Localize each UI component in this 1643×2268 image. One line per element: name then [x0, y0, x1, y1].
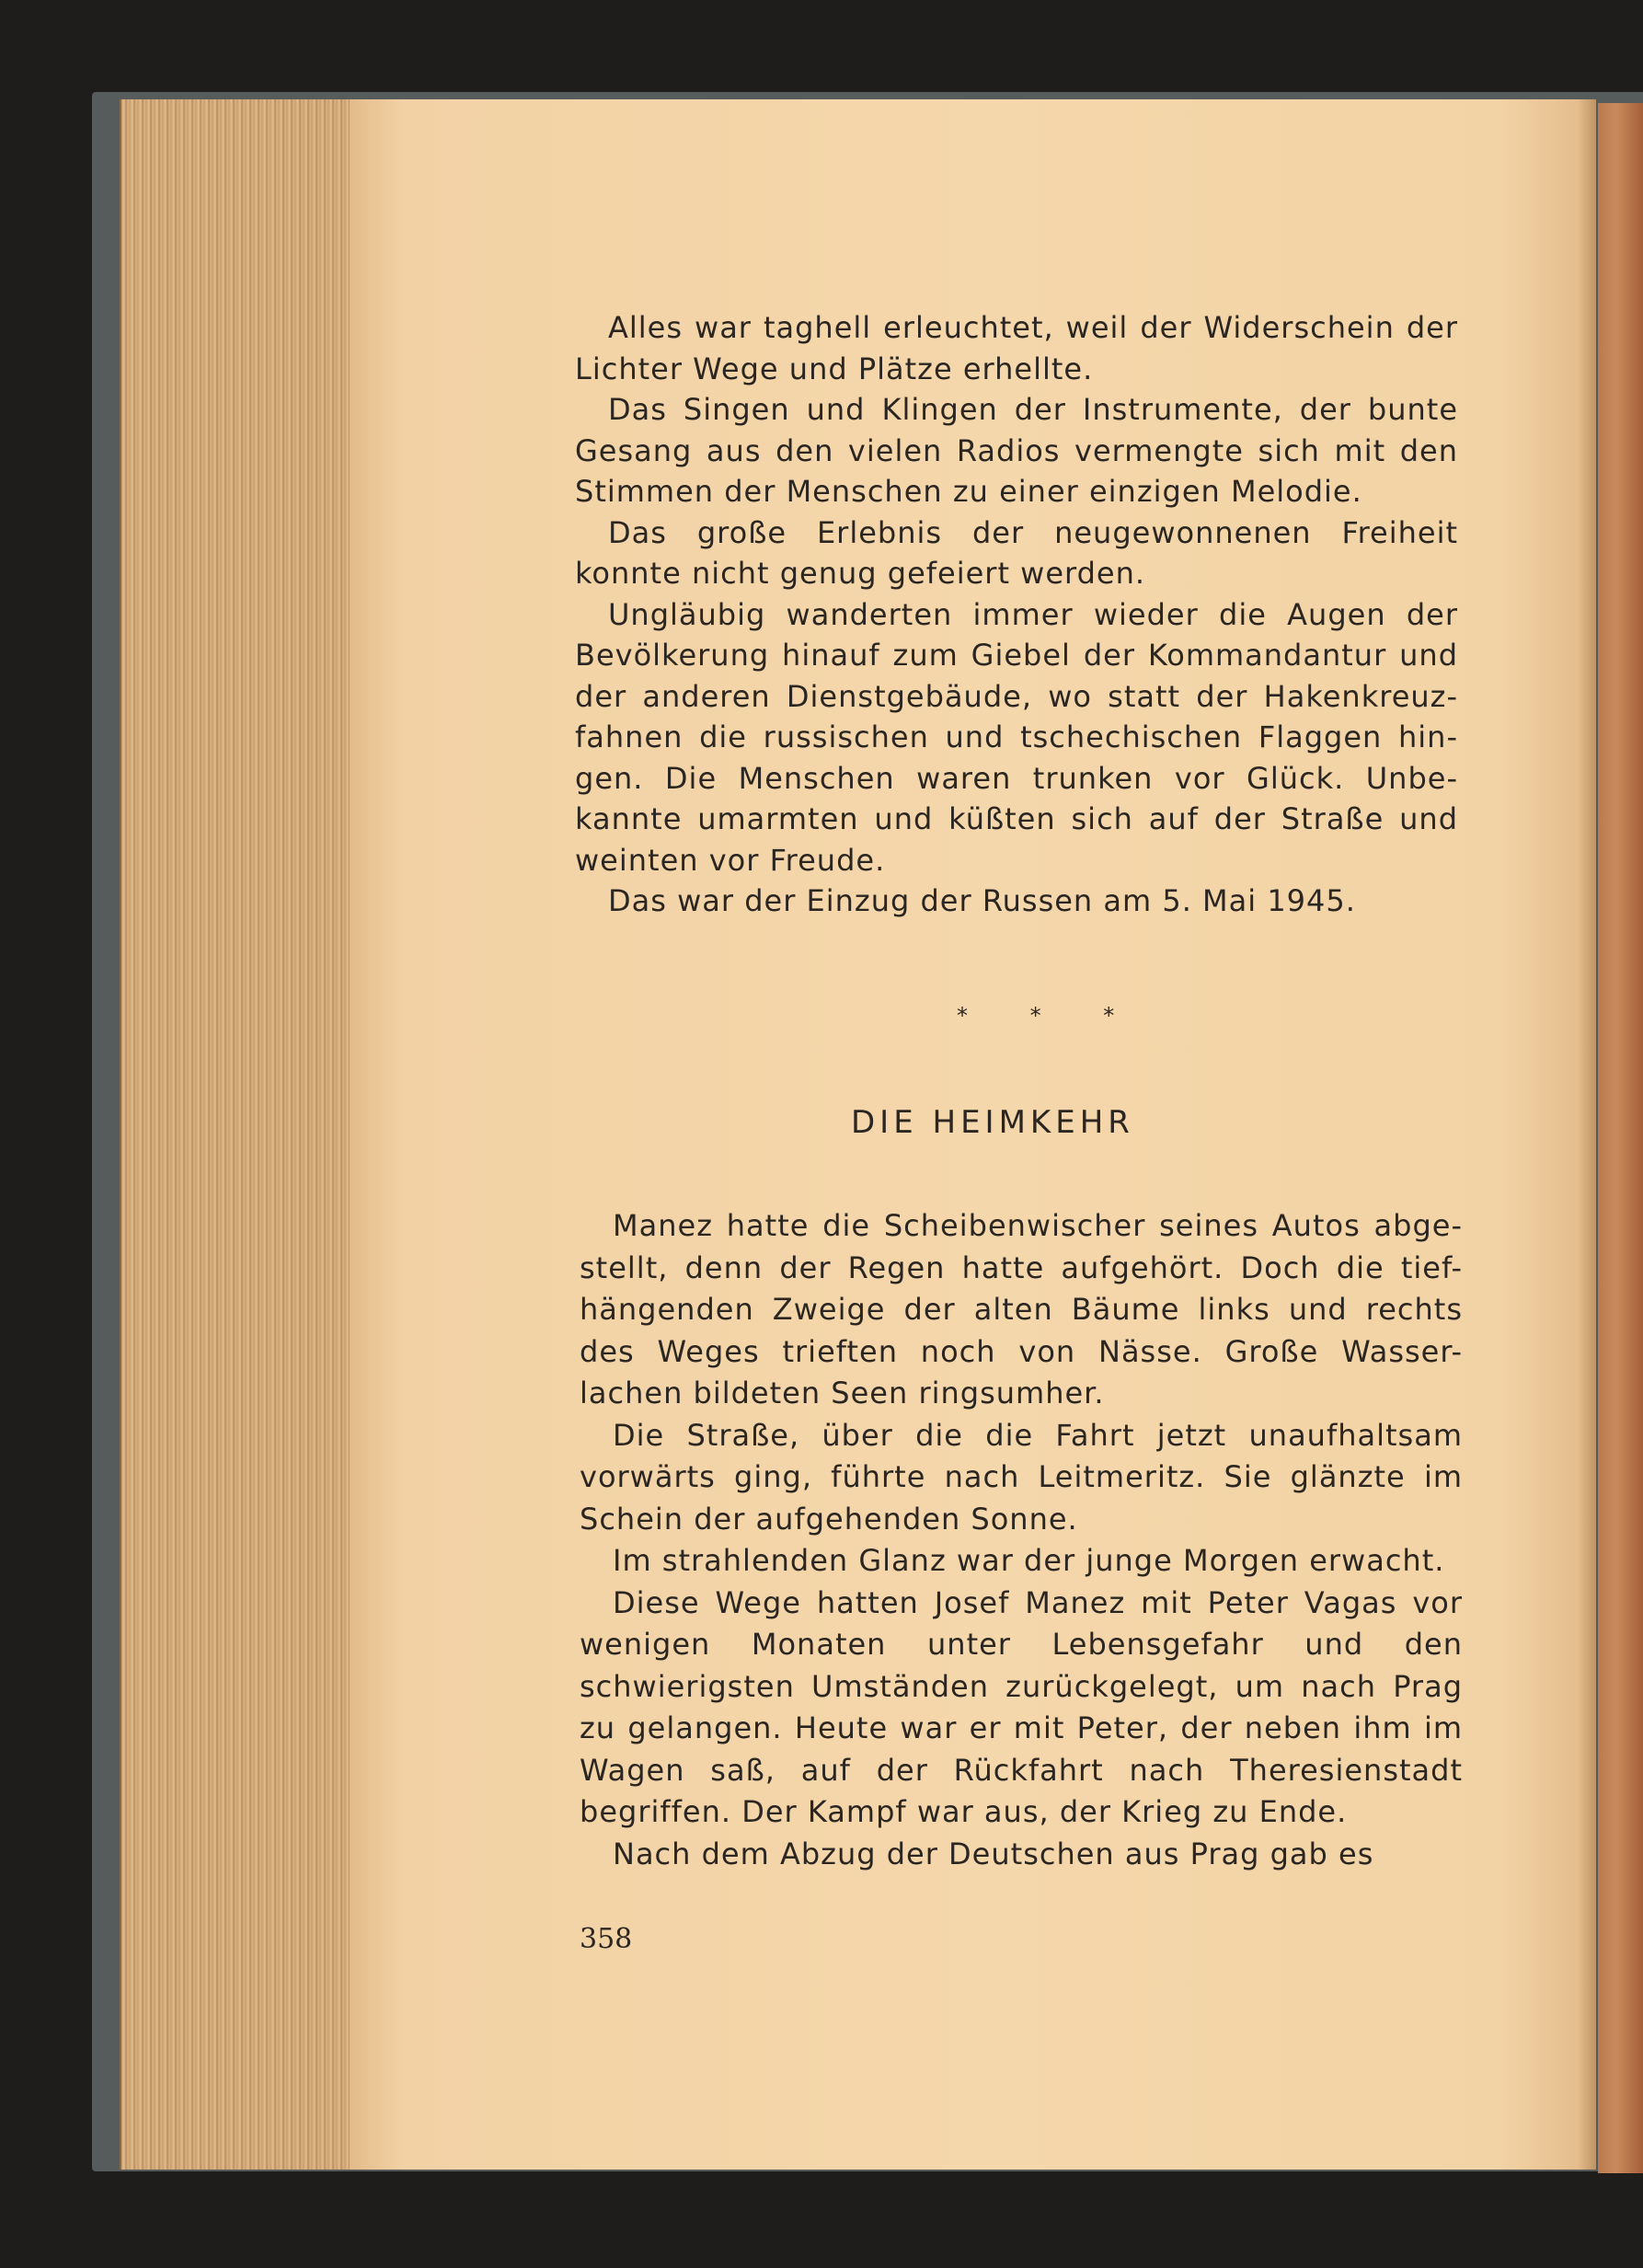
paragraph: Alles war taghell erleuchtet, weil der Widerschein der Lichter Wege und Plätze erhellte. [575, 310, 1458, 386]
paragraph: Das große Erlebnis der neugewonnenen Freiheit konnte nicht genug gefeiert werden. [575, 514, 1458, 591]
section-break: * * * [957, 1003, 1143, 1029]
paragraph: Die Straße, über die die Fahrt jetzt unaufhaltsam vorwärts ging, führte nach Leitmeritz. Sie glänzte im Schein der aufgehenden Sonne. [580, 1417, 1463, 1537]
paragraph: Im strahlenden Glanz war der junge Morgen erwacht. [613, 1543, 1445, 1578]
paragraph: Diese Wege hatten Josef Manez mit Peter Vagas vor wenigen Monaten unter Lebensgefahr und den schwierigsten Umständen zurückgelegt, um nach Prag zu gelangen. Heute war er mit Peter, der neben ihm im Wagen saß, auf der Rückfahrt nach Theresienstadt begriffen. Der Kampf war aus, der Krieg zu Ende. [580, 1584, 1463, 1829]
paragraph: Das war der Einzug der Russen am 5. Mai 1945. [608, 883, 1356, 918]
paragraph: Manez hatte die Scheibenwischer seines Autos abge-stellt, denn der Regen hatte aufgehört. Doch die tief-hängenden Zweige der alten Bäume links und rechts des Weges trieften noch von Nässe. Große Wasser-lachen bildeten Seen ringsumher. [580, 1208, 1463, 1410]
paragraph: Das Singen und Klingen der Instrumente, der bunte Gesang aus den vielen Radios vermengte sich mit den Stimmen der Menschen zu einer einzigen Melodie. [575, 392, 1458, 509]
paragraph: Nach dem Abzug der Deutschen aus Prag gab es [613, 1836, 1374, 1871]
gutter-shadow [1578, 99, 1596, 2170]
chapter-title: DIE HEIMKEHR [851, 1104, 1134, 1141]
page-number: 358 [580, 1923, 633, 1955]
paragraph: Ungläubig wanderten immer wieder die Augen der Bevölkerung hinauf zum Giebel der Kommandantur und der anderen Dienstgebäude, wo statt der Hakenkreuz-fahnen die russischen und tschechischen Flaggen hin-gen. Die Menschen waren trunken vor Glück. Unbe-kannte umarmten und küßten sich auf der Straße und weinten vor Freude. [575, 596, 1458, 878]
text-block-1 [575, 307, 1458, 922]
page-edges [120, 99, 353, 2170]
facing-page-edge [1598, 103, 1643, 2173]
text-block-2 [580, 1205, 1463, 1875]
